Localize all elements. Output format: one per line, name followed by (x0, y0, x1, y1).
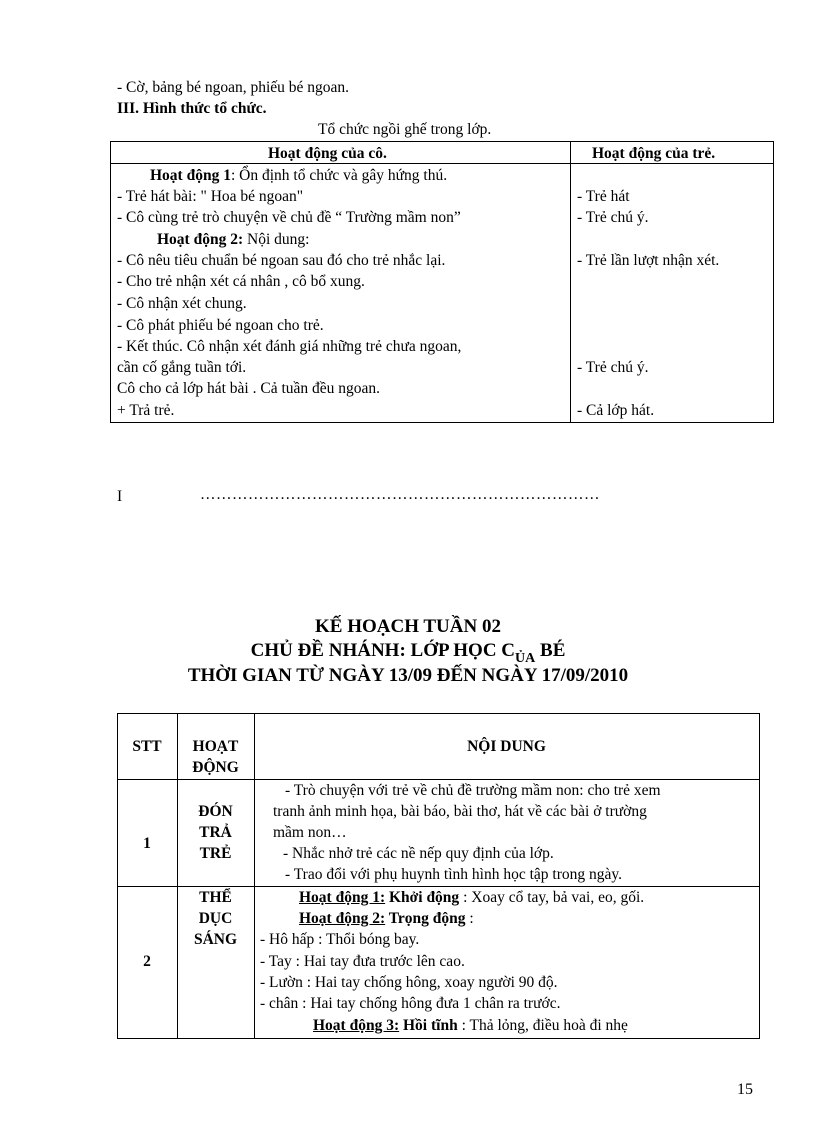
teacher-row-end-1: - Kết thúc. Cô nhận xét đánh giá những trẻ chưa ngoan, (117, 338, 462, 355)
intro-line: - Cờ, bảng bé ngoan, phiếu bé ngoan. (117, 79, 350, 96)
activity-1-text: : Ổn định tổ chức và gây hứng thú. (230, 167, 448, 184)
header-stt: STT (132, 738, 162, 755)
child-row-class-sing: - Cả lớp hát. (577, 402, 655, 419)
row2-activity-2: DỤC (198, 910, 233, 927)
child-row-sing: - Trẻ hát (577, 188, 630, 205)
plan-subtitle (0, 640, 816, 666)
row1-activity-1: ĐÓN (198, 803, 233, 820)
plan-title: KẾ HOẠCH TUẦN 02 (315, 616, 501, 637)
plan-subtitle-part-a: CHỦ ĐỀ NHÁNH: LỚP HỌC C (250, 640, 516, 661)
activity-2-line (157, 232, 309, 248)
row2-cooldown-text: : Thả lỏng, điều hoà đi nhẹ (457, 1017, 628, 1034)
row1-content-line-5: - Trao đổi với phụ huynh tình hình học tập trong ngày. (285, 866, 622, 883)
page-number: 15 (737, 1081, 753, 1098)
row2-main-title: Trọng động (385, 910, 466, 927)
activity-1-line (150, 168, 447, 184)
row2-stt: 2 (143, 953, 151, 970)
teacher-row-return: + Trả trẻ. (117, 402, 175, 419)
row1-content-line-2: tranh ảnh minh họa, bài báo, bài thơ, hát về các bài ở trường (273, 803, 647, 820)
row2-cooldown-line (313, 1018, 628, 1034)
teacher-row-class-sing: Cô cho cả lớp hát bài . Cả tuần đều ngoan. (117, 380, 381, 397)
row1-stt: 1 (143, 835, 151, 852)
activity-1-label: Hoạt động 1 (150, 167, 231, 184)
row1-content-line-1: - Trò chuyện với trẻ về chủ đề trường mầm non: cho trẻ xem (285, 782, 661, 799)
row2-cooldown-title: Hồi tĩnh (399, 1017, 458, 1034)
teacher-row-criteria: - Cô nêu tiêu chuẩn bé ngoan sau đó cho trẻ nhắc lại. (117, 252, 446, 269)
plan-dates: THỜI GIAN TỪ NGÀY 13/09 ĐẾN NGÀY 17/09/2010 (187, 665, 629, 686)
row2-activity-3: SÁNG (193, 931, 238, 948)
roman-numeral: I (117, 488, 123, 505)
row2-main-line (299, 911, 474, 927)
header-content: NỘI DUNG (467, 738, 546, 755)
plan-subtitle-part-b: BÉ (535, 640, 566, 661)
row2-warmup-title: Khởi động (385, 889, 460, 906)
row2-warmup-line (299, 890, 644, 906)
plan-subtitle-sub: ỦA (515, 651, 536, 666)
child-row-comment: - Trẻ lần lượt nhận xét. (577, 252, 720, 269)
section-heading: III. Hình thức tổ chức. (117, 100, 267, 117)
row2-main-label: Hoạt động 2: (299, 910, 386, 927)
child-row-attention-2: - Trẻ chú ý. (577, 359, 649, 376)
row2-activity-1: THỂ (199, 889, 232, 906)
teacher-row-cards: - Cô phát phiếu bé ngoan cho trẻ. (117, 317, 324, 334)
row2-warmup-label: Hoạt động 1: (299, 889, 386, 906)
child-row-attention-1: - Trẻ chú ý. (577, 209, 649, 226)
organization-line: Tổ chức ngồi ghế trong lớp. (318, 121, 492, 138)
teacher-row-end-2: cần cố gắng tuần tới. (117, 359, 247, 376)
row1-content-line-3: mầm non… (273, 824, 347, 841)
dotted-line: ………………………………………………………………… (200, 486, 600, 503)
row2-arm-line: - Tay : Hai tay đưa trước lên cao. (260, 953, 465, 970)
activity-2-label: Hoạt động 2: (157, 231, 244, 248)
row1-activity-2: TRẢ (199, 824, 232, 841)
teacher-row-comment: - Cho trẻ nhận xét cá nhân , cô bổ xung. (117, 273, 365, 290)
row2-cooldown-label: Hoạt động 3: (313, 1017, 400, 1034)
header-teacher-activity: Hoạt động của cô. (268, 145, 387, 162)
row2-twist-line: - Lườn : Hai tay chống hông, xoay người 90 độ. (260, 974, 558, 991)
teacher-row-sing: - Trẻ hát bài: " Hoa bé ngoan" (117, 188, 304, 205)
header-activity-2: ĐỘNG (192, 759, 239, 776)
row2-main-text: : (465, 910, 474, 927)
teacher-row-talk: - Cô cùng trẻ trò chuyện về chủ đề “ Trường mầm non” (117, 209, 461, 226)
teacher-row-general: - Cô nhận xét chung. (117, 295, 247, 312)
activity-2-text: Nội dung: (243, 231, 310, 248)
header-activity-1: HOẠT (192, 738, 239, 755)
row2-breath-line: - Hô hấp : Thổi bóng bay. (260, 931, 420, 948)
row1-activity-3: TRẺ (199, 845, 232, 862)
row1-content-line-4: - Nhắc nhở trẻ các nề nếp quy định của lớp. (283, 845, 554, 862)
header-child-activity: Hoạt động của trẻ. (592, 145, 716, 162)
row2-warmup-text: : Xoay cổ tay, bả vai, eo, gối. (459, 889, 645, 906)
row2-leg-line: - chân : Hai tay chống hông đưa 1 chân ra trước. (260, 995, 561, 1012)
